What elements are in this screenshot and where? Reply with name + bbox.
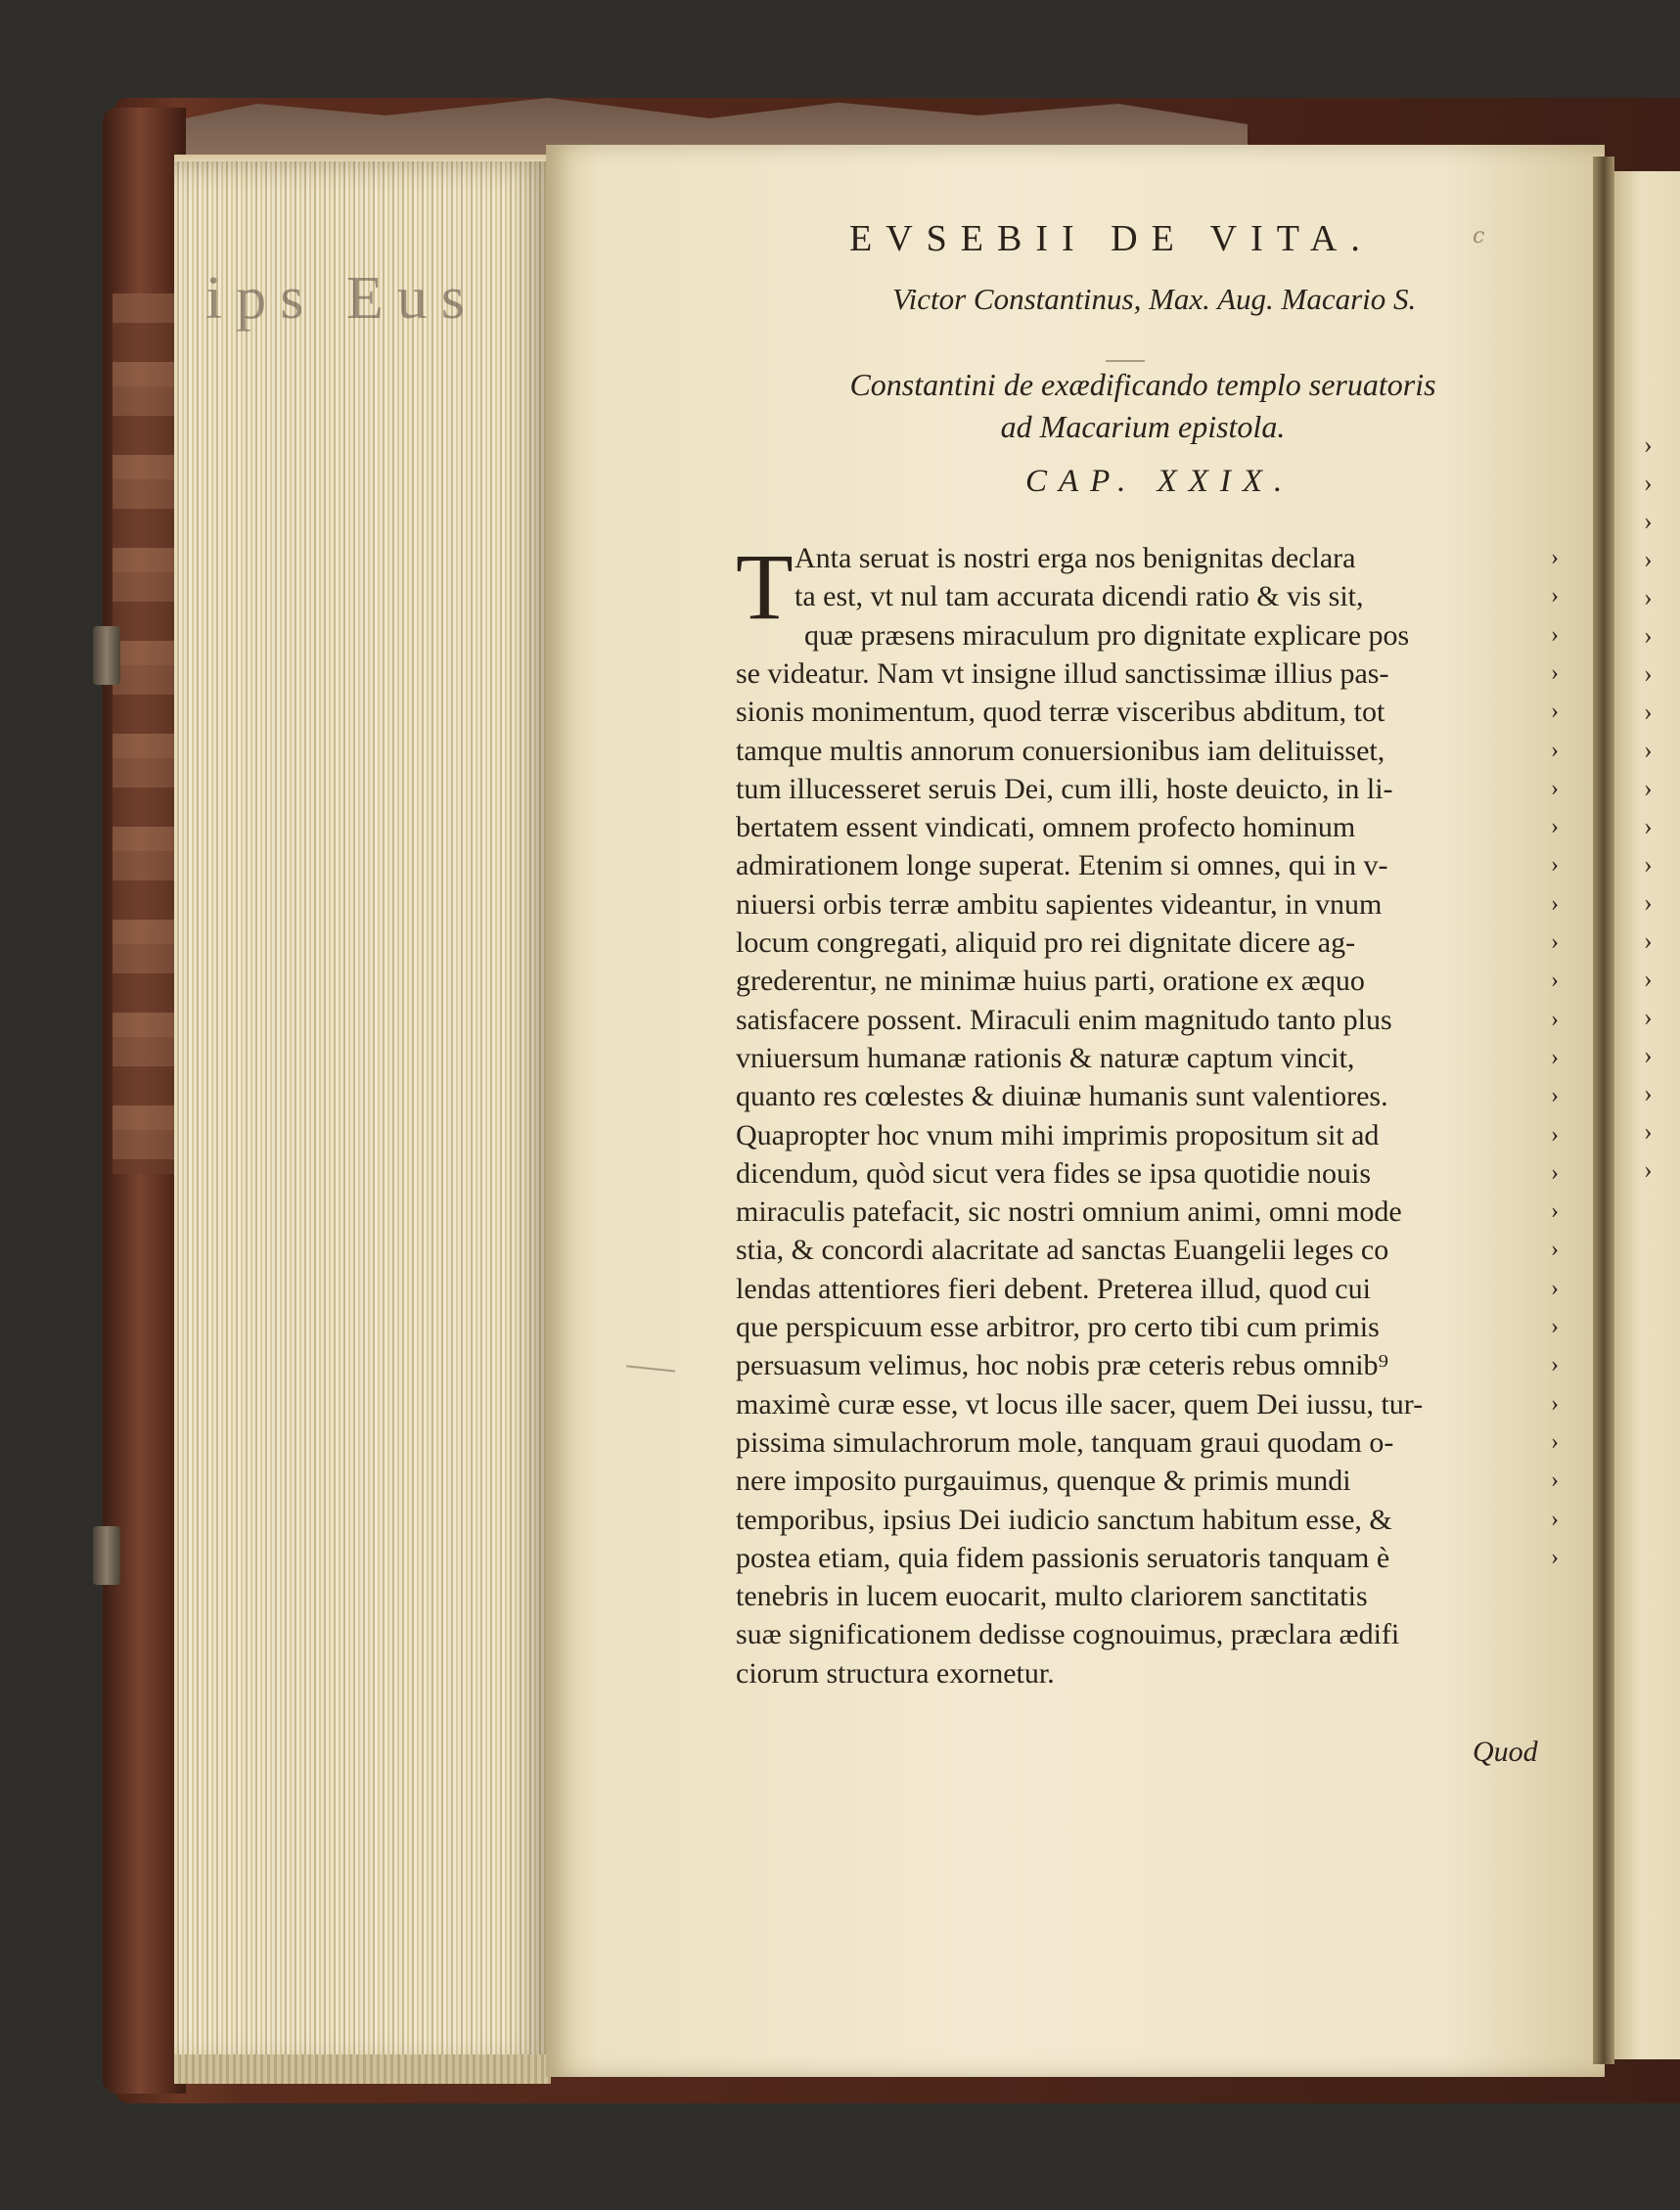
chapter-heading-line: Constantini de exædificando templo seruatoris: [849, 367, 1436, 402]
body-text: [736, 534, 1566, 1713]
margin-quote-mark: ›: [1551, 775, 1559, 801]
margin-quote-mark: ›: [1551, 545, 1559, 570]
text-line: tenebris in lucem euocarit, multo clariorem sanctitatis: [736, 1580, 1368, 1613]
facing-margin-mark: ›: [1644, 774, 1653, 802]
text-line: sionis monimentum, quod terræ visceribus abditum, tot: [736, 696, 1385, 729]
facing-margin-mark: ›: [1644, 888, 1653, 917]
margin-quote-mark: ›: [1551, 1390, 1559, 1417]
clasp-top: [93, 626, 120, 685]
running-head: EVSEBII DE VITA.: [849, 218, 1374, 259]
margin-quote-mark: ›: [1551, 1275, 1559, 1301]
margin-quote-mark: ›: [1551, 699, 1559, 725]
facing-margin-mark: ›: [1644, 545, 1653, 573]
facing-margin-mark: ›: [1644, 926, 1653, 955]
margin-quote-mark: ›: [1551, 1314, 1559, 1339]
facing-margin-mark: ›: [1644, 965, 1653, 993]
facing-margin-mark: ›: [1644, 507, 1653, 535]
text-line: nere imposito purgauimus, quenque & primis mundi: [736, 1465, 1351, 1498]
chapter-heading: [781, 364, 1505, 448]
text-line: grederentur, ne minimæ huius parti, oratione ex æquo: [736, 965, 1365, 998]
salutation-line: Victor Constantinus, Max. Aug. Macario S.: [892, 282, 1417, 316]
page-block-bottom: [174, 2054, 551, 2084]
text-line: satisfacere possent. Miraculi enim magnitudo tanto plus: [736, 1003, 1392, 1036]
margin-quote-mark: ›: [1551, 1467, 1559, 1494]
folio-mark: ⅽ: [1473, 223, 1485, 248]
page-gutter: [1593, 157, 1614, 2064]
chapter-number: CAP. XXIX.: [1025, 464, 1294, 499]
text-line: stia, & concordi alacritate ad sanctas Euangelii leges co: [736, 1234, 1389, 1267]
text-line: temporibus, ipsius Dei iudicio sanctum habitum esse, &: [736, 1503, 1392, 1536]
chapter-heading-line: ad Macarium epistola.: [1000, 409, 1286, 444]
facing-margin-mark: ›: [1644, 659, 1653, 688]
clasp-bottom: [93, 1526, 120, 1585]
ink-stroke: [1106, 360, 1145, 362]
margin-quote-mark: ›: [1551, 852, 1559, 879]
margin-quote-mark: ›: [1551, 1083, 1559, 1109]
text-line: postea etiam, quia fidem passionis seruatoris tanquam è: [736, 1541, 1390, 1574]
text-line: tum illucesseret seruis Dei, cum illi, hoste deuicto, in li-: [736, 772, 1393, 805]
facing-margin-mark: ›: [1644, 812, 1653, 840]
margin-quote-mark: ›: [1551, 814, 1559, 840]
text-line: quæ præsens miraculum pro dignitate explicare pos: [804, 618, 1410, 652]
facing-margin-mark: ›: [1644, 698, 1653, 726]
text-line: se videatur. Nam vt insigne illud sanctissimæ illius pas-: [736, 656, 1389, 690]
margin-quote-mark: ›: [1551, 621, 1559, 648]
facing-margin-mark: ›: [1644, 850, 1653, 879]
drop-cap: T: [736, 534, 794, 639]
margin-quote-mark: ›: [1551, 968, 1559, 994]
margin-quote-mark: ›: [1551, 1352, 1559, 1378]
margin-quote-mark: ›: [1551, 1428, 1559, 1455]
margin-quote-mark: ›: [1551, 1121, 1559, 1148]
text-line: lendas attentiores fieri debent. Preterea illud, quod cui: [736, 1272, 1371, 1305]
margin-quote-mark: ›: [1551, 737, 1559, 763]
margin-quote-mark: ›: [1551, 1006, 1559, 1032]
facing-margin-mark: ›: [1644, 621, 1653, 650]
margin-quote-mark: ›: [1551, 1159, 1559, 1186]
facing-margin-mark: ›: [1644, 1117, 1653, 1146]
catchword: Quod: [1473, 1736, 1538, 1768]
facing-margin-mark: ›: [1644, 1155, 1653, 1184]
text-line: niuersi orbis terræ ambitu sapientes videantur, in vnum: [736, 887, 1383, 921]
text-line: pissima simulachrorum mole, tanquam graui quodam o-: [736, 1425, 1394, 1459]
text-line: dicendum, quòd sicut vera fides se ipsa quotidie nouis: [736, 1156, 1372, 1190]
margin-quote-mark: ›: [1551, 659, 1559, 686]
facing-margin-mark: ›: [1644, 430, 1653, 459]
margin-quote-mark: ›: [1551, 1044, 1559, 1070]
text-line: maximè curæ esse, vt locus ille sacer, quem Dei iussu, tur-: [736, 1387, 1424, 1421]
margin-quote-mark: ›: [1551, 929, 1559, 955]
text-line: suæ significationem dedisse cognouimus, præclara ædifi: [736, 1618, 1400, 1651]
spine-wear: [113, 293, 181, 1174]
text-line: locum congregati, aliquid pro rei dignitate dicere ag-: [736, 926, 1356, 959]
text-line: bertatem essent vindicati, omnem profecto hominum: [736, 811, 1356, 844]
text-line: vniuersum humanæ rationis & naturæ captum vincit,: [736, 1041, 1355, 1074]
facing-margin-mark: ›: [1644, 469, 1653, 497]
margin-quote-mark: ›: [1551, 890, 1559, 917]
facing-page-marks: [1644, 430, 1680, 1213]
text-line: miraculis patefacit, sic nostri omnium animi, omni mode: [736, 1195, 1402, 1229]
facing-margin-mark: ›: [1644, 736, 1653, 764]
text-line: ta est, vt nul tam accurata dicendi ratio & vis sit,: [795, 580, 1364, 613]
text-line: persuasum velimus, hoc nobis præ ceteris rebus omnib⁹: [736, 1349, 1389, 1382]
page-block-edge: [174, 161, 551, 2069]
text-line: ciorum structura exornetur.: [736, 1656, 1055, 1690]
margin-quote-mark: ›: [1551, 1544, 1559, 1570]
text-line: quanto res cœlestes & diuinæ humanis sunt valentiores.: [736, 1080, 1388, 1113]
text-line: tamque multis annorum conuersionibus iam delituisset,: [736, 734, 1385, 767]
spine-lettering: ips Eus: [205, 265, 478, 332]
margin-quote-mark: ›: [1551, 1237, 1559, 1263]
facing-margin-mark: ›: [1644, 1041, 1653, 1069]
text-line: admirationem longe superat. Etenim si omnes, qui in v-: [736, 849, 1388, 882]
facing-margin-mark: ›: [1644, 1079, 1653, 1107]
margin-quote-mark: ›: [1551, 1506, 1559, 1532]
margin-quote-mark: ›: [1551, 583, 1559, 609]
text-line: Quapropter hoc vnum mihi imprimis propositum sit ad: [736, 1118, 1380, 1151]
text-line: Anta seruat is nostri erga nos benignitas declara: [795, 542, 1356, 574]
facing-margin-mark: ›: [1644, 1003, 1653, 1031]
facing-margin-mark: ›: [1644, 583, 1653, 611]
text-line: que perspicuum esse arbitror, pro certo tibi cum primis: [736, 1311, 1380, 1343]
margin-quote-mark: ›: [1551, 1198, 1559, 1225]
